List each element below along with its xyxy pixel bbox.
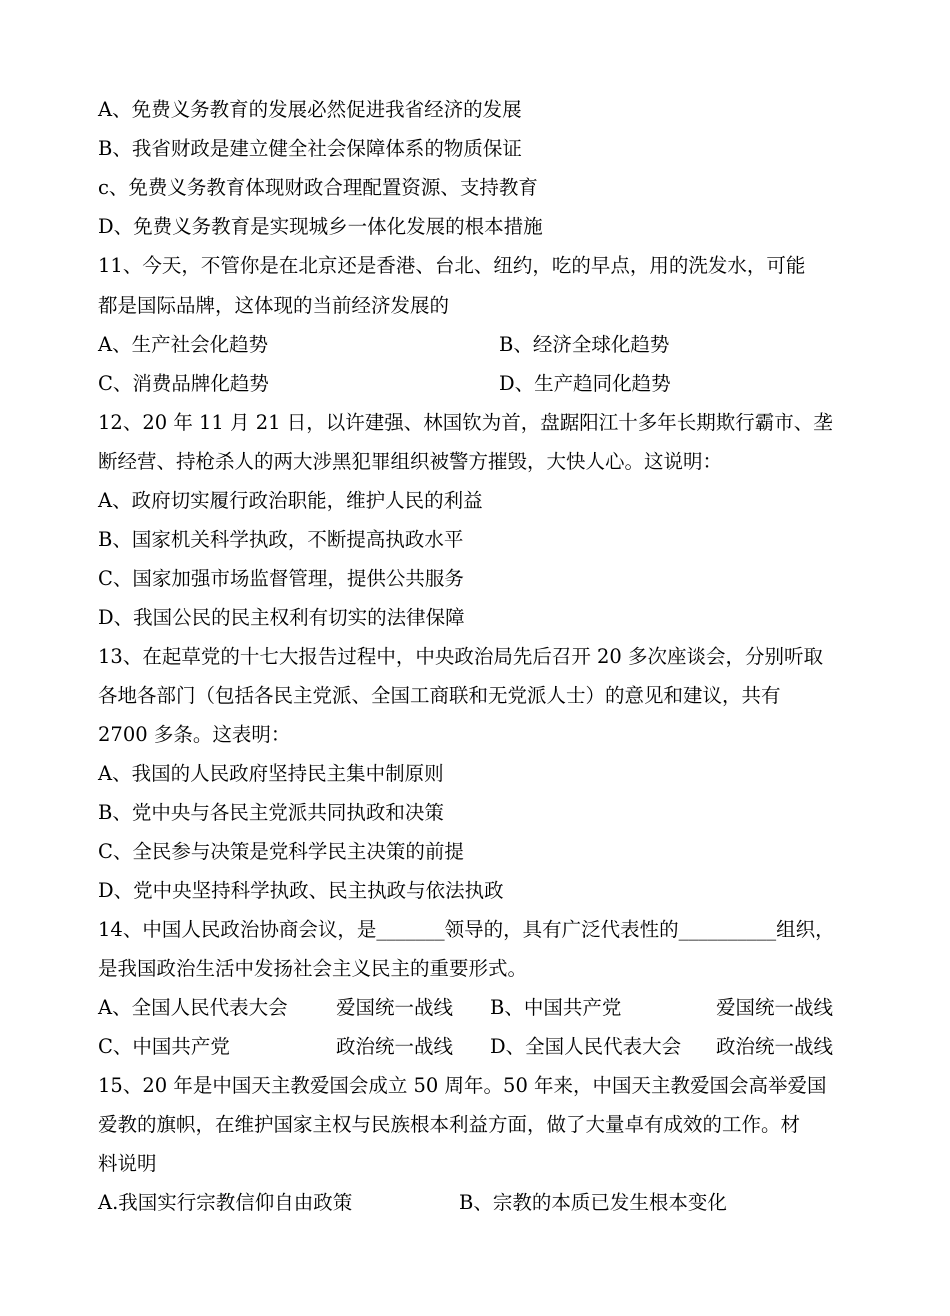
q12-option-d: D、我国公民的民主权利有切实的法律保障	[98, 606, 465, 629]
q14-option-c-part1: C、中国共产党	[98, 1035, 230, 1058]
q10-option-b: B、我省财政是建立健全社会保障体系的物质保证	[98, 137, 522, 160]
q14-stem-line2: 是我国政治生活中发扬社会主义民主的重要形式。	[98, 957, 528, 980]
q15-option-a: A.我国实行宗教信仰自由政策	[98, 1191, 353, 1214]
q11-option-c: C、消费品牌化趋势	[98, 372, 269, 395]
q11-stem-line2: 都是国际品牌，这体现的当前经济发展的	[98, 294, 450, 317]
q13-stem-line3: 2700 多条。这表明：	[98, 723, 291, 746]
q10-option-a: A、免费义务教育的发展必然促进我省经济的发展	[98, 98, 522, 121]
q11-option-d: D、生产趋同化趋势	[499, 372, 671, 395]
q14-stem-line1: 14、中国人民政治协商会议，是_______领导的，具有广泛代表性的__________组织，	[98, 918, 835, 941]
q14-option-a-part1: A、全国人民代表大会	[98, 996, 288, 1019]
q14-option-d-part2: 政治统一战线	[716, 1035, 834, 1058]
q15-stem-line2: 爱教的旗帜，在维护国家主权与民族根本利益方面，做了大量卓有成效的工作。材	[98, 1113, 801, 1136]
q11-option-b: B、经济全球化趋势	[499, 333, 670, 356]
q13-option-c: C、全民参与决策是党科学民主决策的前提	[98, 840, 464, 863]
q13-option-a: A、我国的人民政府坚持民主集中制原则	[98, 762, 444, 785]
q12-stem-line2: 断经营、持枪杀人的两大涉黑犯罪组织被警方摧毁，大快人心。这说明：	[98, 450, 723, 473]
q12-stem-line1: 12、20 年 11 月 21 日，以许建强、林国钦为首，盘踞阳江十多年长期欺行霸市、垄	[98, 411, 833, 434]
q11-option-a: A、生产社会化趋势	[98, 333, 269, 356]
q12-option-b: B、国家机关科学执政，不断提高执政水平	[98, 528, 464, 551]
q14-option-d-part1: D、全国人民代表大会	[490, 1035, 682, 1058]
q10-option-d: D、免费义务教育是实现城乡一体化发展的根本措施	[98, 215, 543, 238]
q10-option-c: c、免费义务教育体现财政合理配置资源、支持教育	[98, 176, 538, 199]
q14-option-b-part2: 爱国统一战线	[716, 996, 834, 1019]
q13-stem-line2: 各地各部门（包括各民主党派、全国工商联和无党派人士）的意见和建议，共有	[98, 684, 781, 707]
q14-option-a-part2: 爱国统一战线	[336, 996, 454, 1019]
q15-stem-line3: 料说明	[98, 1152, 157, 1175]
q15-option-b: B、宗教的本质已发生根本变化	[459, 1191, 727, 1214]
q15-stem-line1: 15、20 年是中国天主教爱国会成立 50 周年。50 年来，中国天主教爱国会高举爱国	[98, 1074, 827, 1097]
q14-option-c-part2: 政治统一战线	[336, 1035, 454, 1058]
q12-option-a: A、政府切实履行政治职能，维护人民的利益	[98, 489, 483, 512]
q14-option-b-part1: B、中国共产党	[490, 996, 622, 1019]
q11-stem-line1: 11、今天，不管你是在北京还是香港、台北、纽约，吃的早点，用的洗发水，可能	[98, 254, 806, 277]
q13-option-b: B、党中央与各民主党派共同执政和决策	[98, 801, 444, 824]
q12-option-c: C、国家加强市场监督管理，提供公共服务	[98, 567, 464, 590]
q13-option-d: D、党中央坚持科学执政、民主执政与依法执政	[98, 879, 504, 902]
q13-stem-line1: 13、在起草党的十七大报告过程中，中央政治局先后召开 20 多次座谈会，分别听取	[98, 645, 824, 668]
